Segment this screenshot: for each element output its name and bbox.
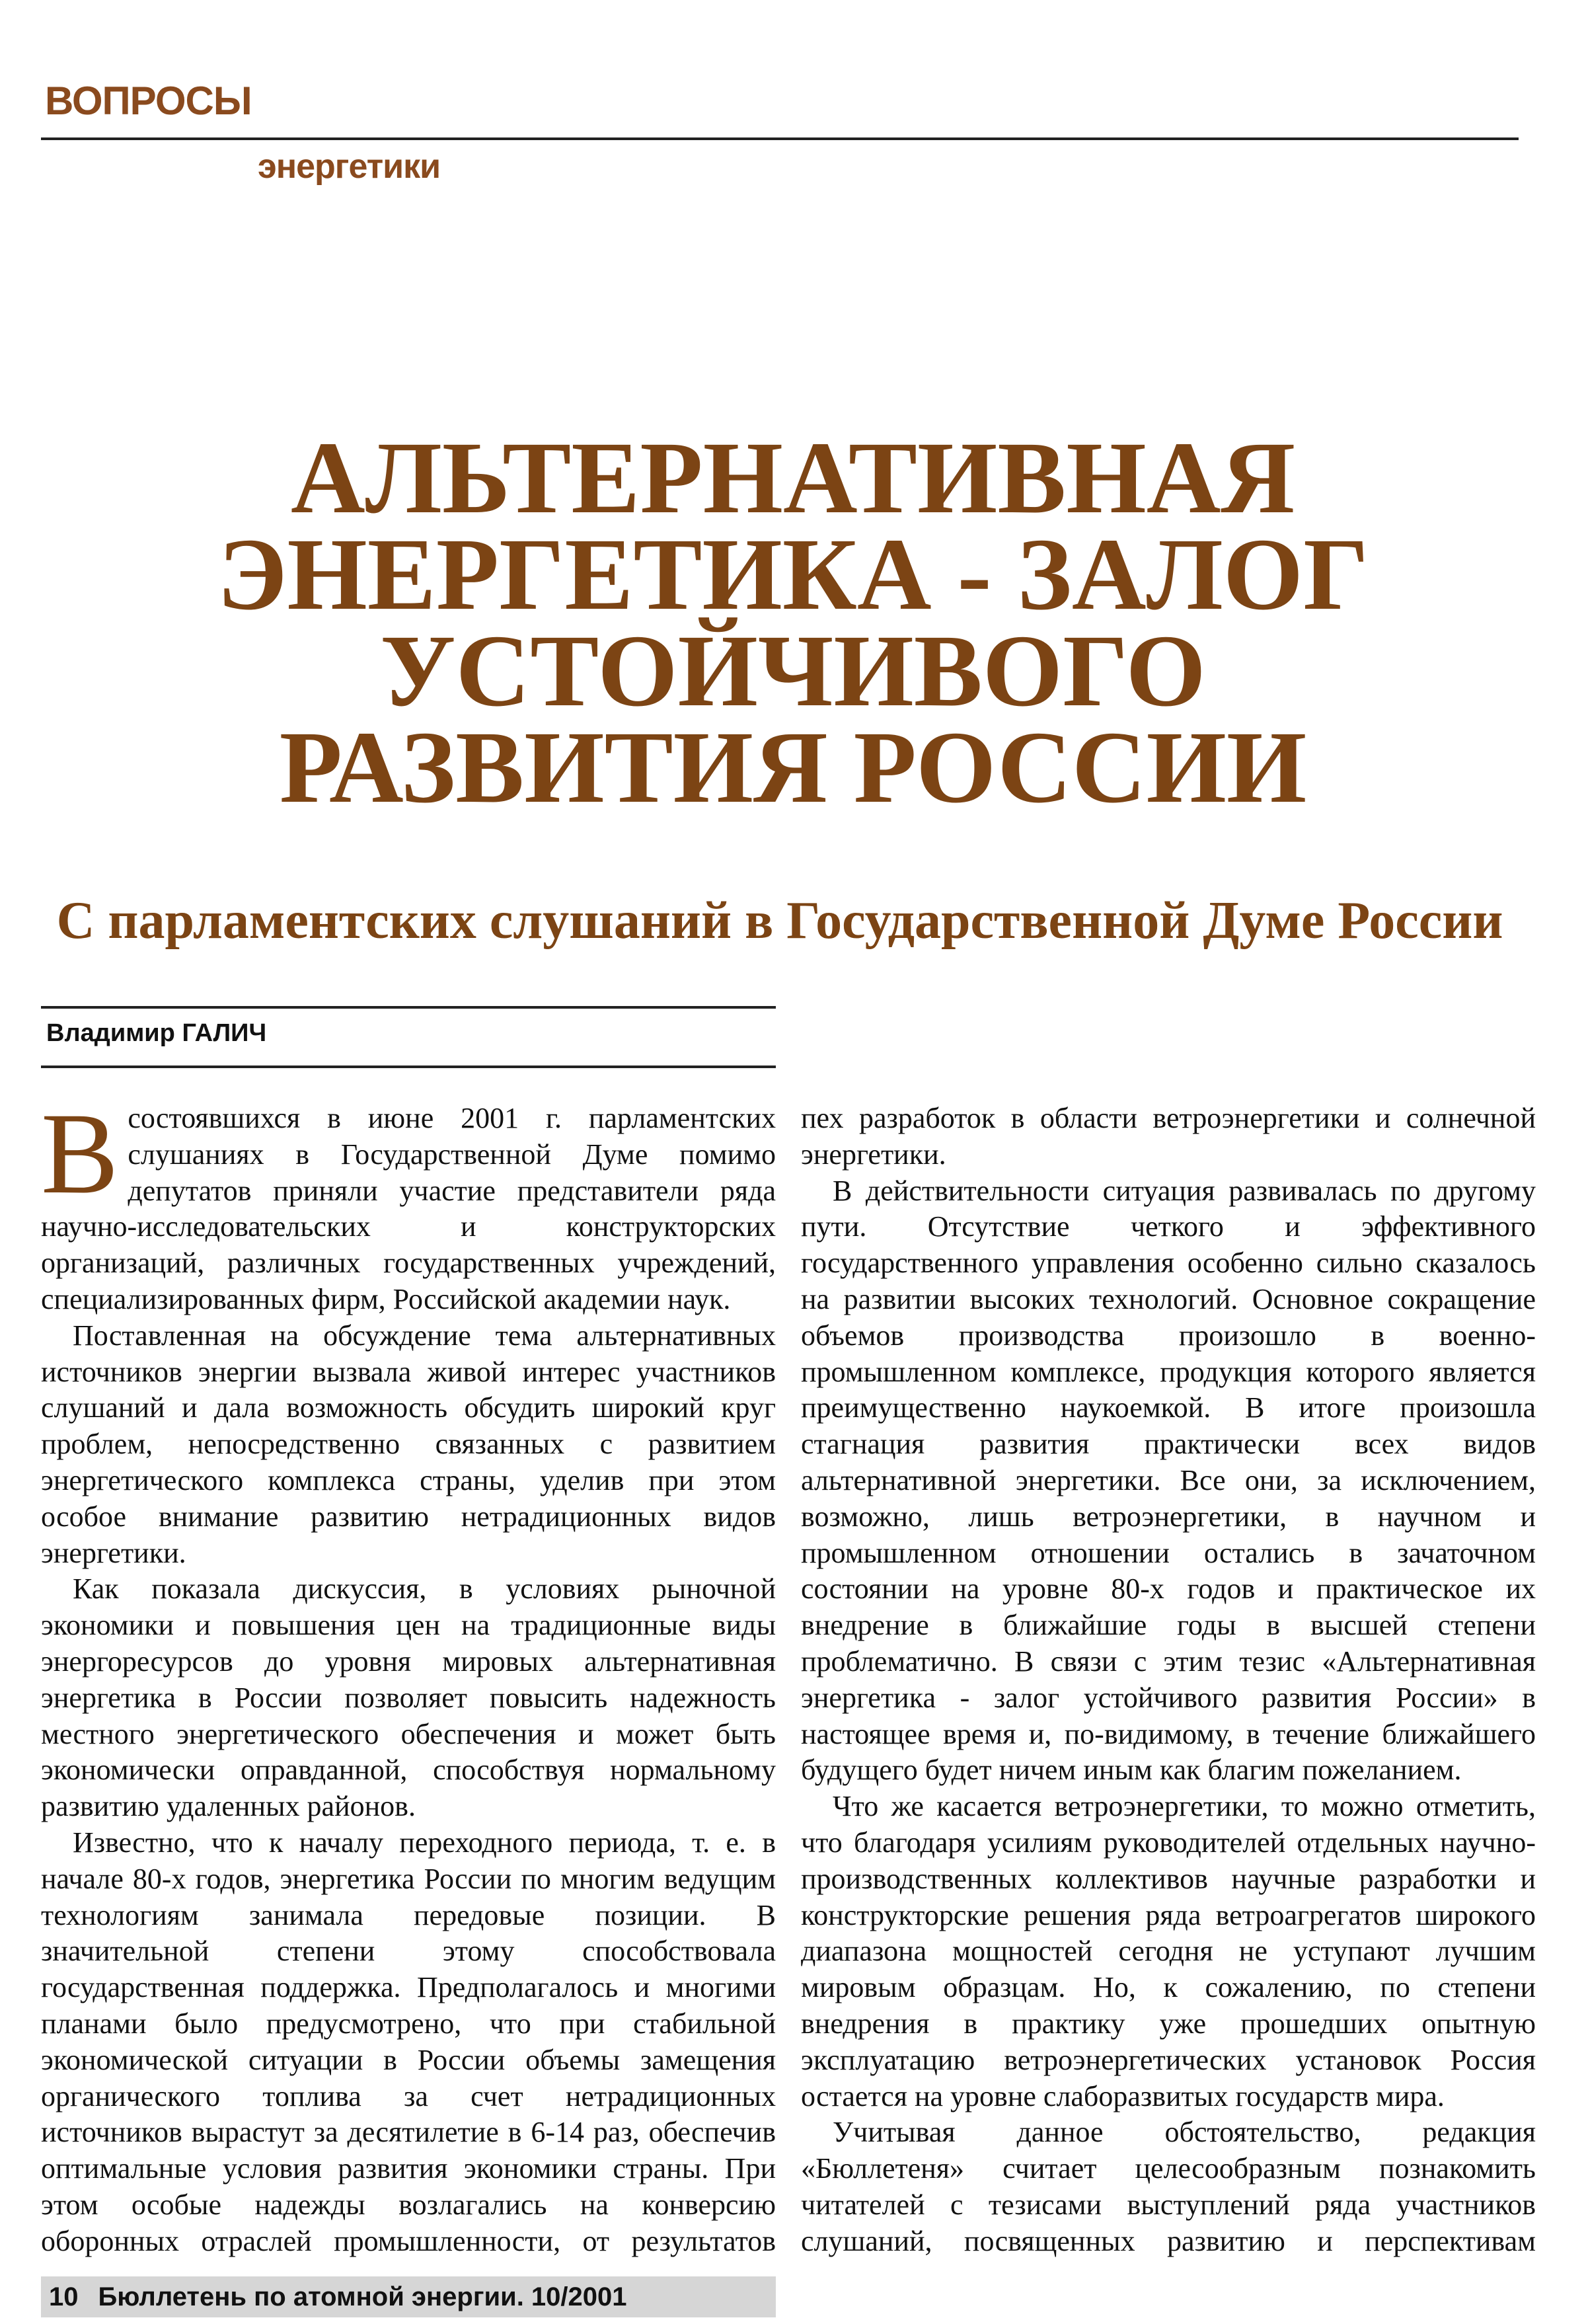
paragraph: Учитывая данное обстоятельство, редакция «Бюллетеня» считает целесообразным познакомить читателей с тезисами выступлений ряда участников слушаний, посвященных развитию и перспективам [801,2116,1536,2257]
article-column-left [41,1101,776,2259]
headline-line-2: ЭНЕРГЕТИКА - ЗАЛОГ [217,517,1369,631]
paragraph-continued: пех разработок в области ветроэнергетики и солнечной энергетики. [801,1102,1536,1171]
paragraph-intro-text: состоявшихся в июне 2001 г. парламентских слушаниях в Государственной Думе помимо депутатов приняли участие представители ряда научно-исследовательских и конструкторских организаций, различных государственных учреждений, специализированных фирм, Российской академии наук. [41,1102,776,1315]
headline-line-1: АЛЬТЕРНАТИВНАЯ [290,420,1296,535]
paragraph: Поставленная на обсуждение тема альтернативных источников энергии вызвала живой интерес участников слушаний и дала возможность обсудить широкий круг проблем, непосредственно связанных с развитием энергетического комплекса страны, уделив при этом особое внимание развитию нетрадиционных видов энергетики. [41,1319,776,1569]
article-subheading: С парламентских слушаний в Государственной Думе России [56,892,1503,950]
page-footer [41,2276,776,2317]
section-divider [41,137,1519,140]
section-subtitle: энергетики [258,147,441,186]
drop-cap: В [41,1101,119,1218]
section-title: ВОПРОСЫ [45,79,252,123]
paragraph: Как показала дискуссия, в условиях рыночной экономики и повышения цен на традиционные виды энергоресурсов до уровня мировых альтернативная энергетика в России позволяет повысить надежность местного энергетического обеспечения и может быть экономически оправданной, способствуя нормальному развитию удаленных районов. [41,1572,776,1823]
headline-line-4: РАЗВИТИЯ РОССИИ [279,710,1307,824]
author-byline: Владимир ГАЛИЧ [46,1019,267,1047]
byline-top-rule [41,1006,776,1009]
paragraph: В действительности ситуация развивалась по другому пути. Отсутствие четкого и эффективного государственного управления особенно сильно сказалось на развитии высоких технологий. Основное сокращение объемов производства произошло в военно-промышленном комплексе, продукция которого является преимущественно наукоемкой. В итоге произошла стагнация развития практически всех видов альтернативной энергетики. Все они, за исключением, возможно, лишь ветроэнергетики, в научном и промышленном отношении остались в зачаточном состоянии на уровне 80-х годов и практическое их внедрение в ближайшие годы в высшей степени проблематично. В связи с этим тезис «Альтернативная энергетика - залог устойчивого развития России» в настоящее время и, по-видимому, в течение ближайшего будущего будет ничем иным как благим пожеланием. [801,1174,1536,1787]
headline-line-3: УСТОЙЧИВОГО [380,613,1206,728]
paragraph: Что же касается ветроэнергетики, то можно отметить, что благодаря усилиям руководителей отдельных научно-производственных коллективов научные разработки и конструкторские решения ряда ветроагрегатов широкого диапазона мощностей сегодня не уступают лучшим мировым образцам. Но, к сожалению, по степени внедрения в практику уже прошедших опытную эксплуатацию ветроэнергетических установок Россия остается на уровне слаборазвитых государств мира. [801,1790,1536,2112]
page-number: 10 [49,2282,79,2311]
paragraph-intro [41,1101,776,1318]
publication-name: Бюллетень по атомной энергии. 10/2001 [98,2282,627,2311]
article-column-right [801,1101,1536,2259]
article-headline [99,420,1487,824]
byline-bottom-rule [41,1065,776,1068]
paragraph: Известно, что к началу переходного периода, т. е. в начале 80-х годов, энергетика России по многим ведущим технологиям занимала передовые позиции. В значительной степени этому способствовала государственная поддержка. Предполагалось и многими планами было предусмотрено, что при стабильной экономической ситуации в России объемы замещения органического топлива за счет нетрадиционных источников вырастут за десятилетие в 6-14 раз, обеспечив оптимальные условия развития экономики страны. При этом особые надежды возлагались на конверсию оборонных отраслей промышленности, от результатов [41,1826,776,2257]
